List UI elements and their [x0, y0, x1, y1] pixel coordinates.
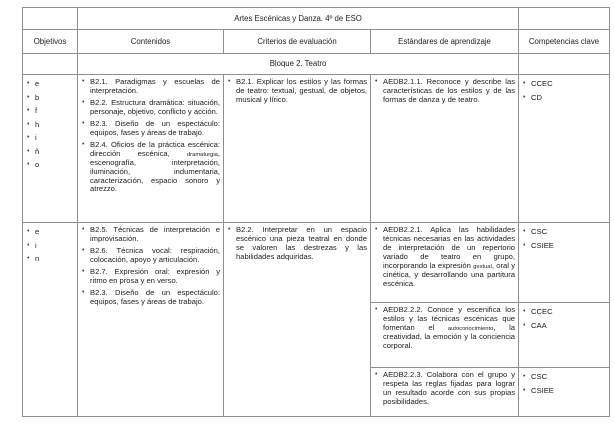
- criterion-item: • B2.1. Explicar los estilos y las formas de teatro: textual, gestual, de objetos, musical y lírico.: [228, 78, 367, 105]
- standard-item: • AEDB2.2.3. Colabora con el grupo y respeta las reglas fijadas para lograr un resultado acorde con sus propias posibilidades.: [375, 371, 515, 407]
- content-item: • B2.6. Técnica vocal: respiración, colocación, apoyo y articulación.: [82, 247, 220, 265]
- objective-item: • f: [27, 107, 74, 121]
- estandares-cell: [371, 303, 519, 368]
- standard-item: • AEDB2.1.1. Reconoce y describe las características de los estilos y de las formas de danza y de teatro.: [375, 78, 515, 105]
- criterios-cell: [224, 75, 371, 223]
- block-row-2: [23, 223, 610, 303]
- estandares-cell: [371, 75, 519, 223]
- estandares-cell: [371, 368, 519, 417]
- criterios-cell: [224, 223, 371, 417]
- competence-item: • CSC: [523, 228, 606, 242]
- competencias-cell: [519, 303, 610, 368]
- objetivos-cell: [23, 75, 78, 223]
- objective-item: • o: [27, 161, 74, 175]
- objetivos-cell: [23, 223, 78, 417]
- standard-item: • AEDB2.2.1. Aplica las habilidades técnicas necesarias en las actividades de interpretación de un repertorio variado de teatro en grupo, incorporando la expresión gestual, oral y cinética, y desarrollando una partitura escénica.: [375, 226, 515, 289]
- objective-item: • n: [27, 255, 74, 269]
- objective-item: • b: [27, 94, 74, 108]
- competencias-cell: [519, 368, 610, 417]
- objective-item: • i: [27, 242, 74, 256]
- content-item: • B2.3. Diseño de un espectáculo: equipos, fases y áreas de trabajo.: [82, 289, 220, 307]
- block-spacer-cell-right: [519, 54, 610, 75]
- header-contenidos: Contenidos: [78, 30, 224, 54]
- objective-item: • e: [27, 228, 74, 242]
- block-row-1: [23, 75, 610, 223]
- objective-item: • i: [27, 134, 74, 148]
- standard-item: • AEDB2.2.2. Conoce y escenifica los estilos y las técnicas escénicas que fomentan el autoconocimiento, la creatividad, la emoción y la conciencia corporal.: [375, 306, 515, 351]
- competence-item: • CSC: [523, 373, 606, 387]
- competencias-cell: [519, 223, 610, 303]
- competence-item: • CAA: [523, 322, 606, 336]
- objective-item: • e: [27, 80, 74, 94]
- course-title: Artes Escénicas y Danza. 4º de ESO: [78, 8, 519, 30]
- competence-item: • CCEC: [523, 308, 606, 322]
- competence-item: • CD: [523, 94, 606, 108]
- competence-item: • CCEC: [523, 80, 606, 94]
- objective-item: • ñ: [27, 148, 74, 162]
- contenidos-cell: [78, 223, 224, 417]
- competence-item: • CSIEE: [523, 242, 606, 256]
- block-spacer-cell: [23, 54, 78, 75]
- header-estandares: Estándares de aprendizaje: [371, 30, 519, 54]
- competencias-cell: [519, 75, 610, 223]
- header-criterios: Criterios de evaluación: [224, 30, 371, 54]
- competence-item: • CSIEE: [523, 387, 606, 401]
- header-objetivos: Objetivos: [23, 30, 78, 54]
- objective-item: • h: [27, 121, 74, 135]
- curriculum-table: [22, 7, 610, 417]
- content-item: • B2.5. Técnicas de interpretación e improvisación.: [82, 226, 220, 244]
- contenidos-cell: [78, 75, 224, 223]
- content-item: • B2.3. Diseño de un espectáculo: equipos, fases y áreas de trabajo.: [82, 120, 220, 138]
- content-item: • B2.7. Expresión oral: expresión y ritmo en prosa y en verso.: [82, 268, 220, 286]
- corner-cell: [23, 8, 78, 30]
- criterion-item: • B2.2. Interpretar en un espacio escénico una pieza teatral en donde se valoren las destrezas y las habilidades adquiridas.: [228, 226, 367, 262]
- block-title: Bloque 2. Teatro: [78, 54, 519, 75]
- header-competencias: Competencias clave: [519, 30, 610, 54]
- content-item: • B2.4. Oficios de la práctica escénica: dirección escénica, dramaturgia, escenografía, interpretación, iluminación, indumentaria, caracterización, espacio sonoro y atrezzo.: [82, 141, 220, 195]
- content-item: • B2.1. Paradigmas y escuelas de interpretación.: [82, 78, 220, 96]
- content-item: • B2.2. Estructura dramática: situación, personaje, objetivo, conflicto y acción.: [82, 99, 220, 117]
- corner-cell-right: [519, 8, 610, 30]
- estandares-cell: [371, 223, 519, 303]
